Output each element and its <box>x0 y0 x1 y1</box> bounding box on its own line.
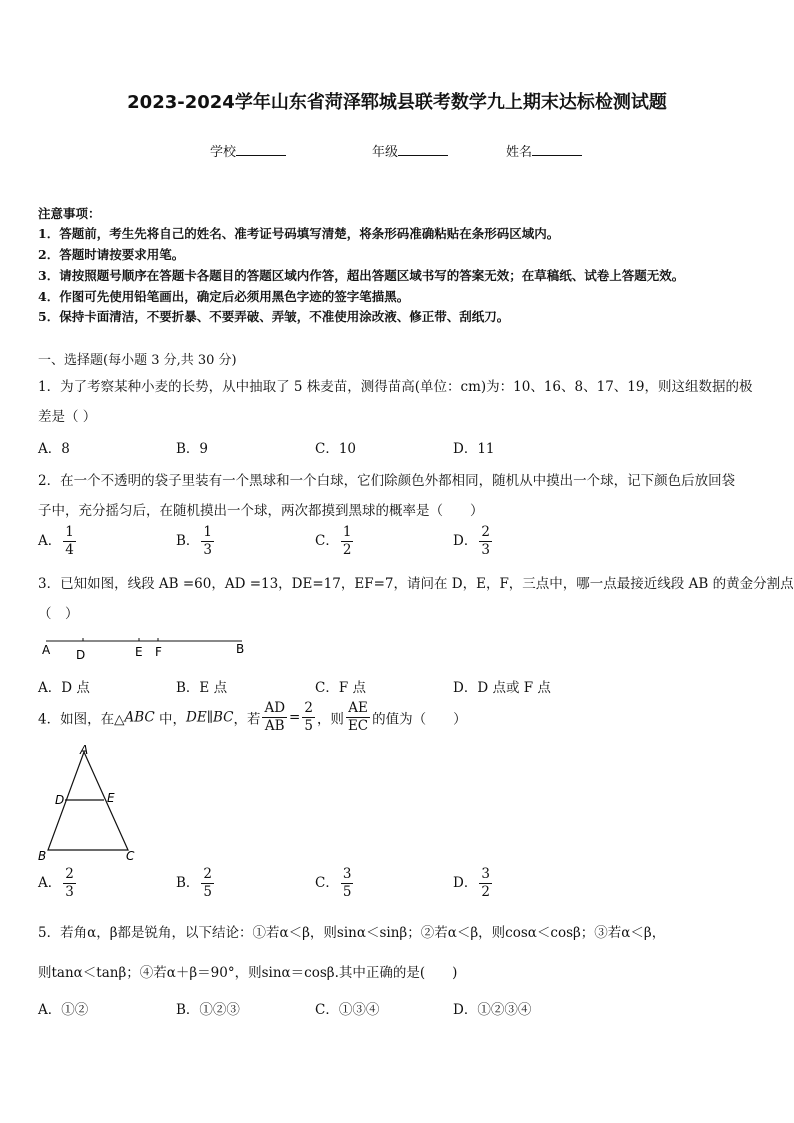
notice-item: 5．保持卡面清洁，不要折暴、不要弄破、弄皱，不准使用涂改液、修正带、刮纸刀。 <box>38 309 510 324</box>
q5-option-c[interactable]: C．①③④ <box>315 1002 380 1018</box>
point-e-label: E <box>135 645 143 659</box>
school-label: 学校 <box>210 145 237 160</box>
notice-item: 1．答题前，考生先将自己的姓名、准考证号码填写清楚，将条形码准确粘贴在条形码区域内。 <box>38 226 560 241</box>
q4-stem: 4．如图，在△ABC 中，DE∥BC，若 $\frac{AD}{AB}$ = $\frac{2}{5}$ ，则 $\frac{AE}{EC}$ 的值为（ ） <box>38 700 467 734</box>
q5-option-a[interactable]: A．①② <box>38 1002 89 1018</box>
q5-stem-line2: 则tanα＜tanβ；④若α＋β＝90°，则sinα＝cosβ.其中正确的是( ) <box>38 965 458 981</box>
grade-label: 年级 <box>372 145 399 160</box>
point-a-label: A <box>42 643 51 657</box>
vertex-d-label: D <box>55 793 65 807</box>
school-blank[interactable] <box>236 143 286 156</box>
vertex-b-label: B <box>38 849 47 863</box>
q2-option-b[interactable] <box>176 524 216 559</box>
notice-item: 4．作图可先使用铅笔画出，确定后必须用黑色字迹的签字笔描黑。 <box>38 289 410 304</box>
notice-item: 3．请按照题号顺序在答题卡各题目的答题区域内作答，超出答题区域书写的答案无效；在草稿纸、试卷上答题无效。 <box>38 268 685 283</box>
vertex-e-label: E <box>107 791 115 805</box>
q2-option-d[interactable] <box>453 524 494 559</box>
q1-stem-line2: 差是（ ） <box>38 409 97 425</box>
school-field[interactable] <box>210 141 286 160</box>
q3-stem-line2: （ ） <box>38 606 79 622</box>
grade-blank[interactable] <box>398 143 448 156</box>
q1-stem-line1: 1．为了考察某种小麦的长势，从中抽取了 5 株麦苗，测得苗高(单位：cm)为：10、16、8、17、19，则这组数据的极 <box>38 379 753 395</box>
notice-item: 2．答题时请按要求用笔。 <box>38 247 185 262</box>
fraction: $\frac{1}{2}$ <box>342 524 352 558</box>
option-label: A． <box>38 875 62 891</box>
notice-heading: 注意事项： <box>38 206 101 221</box>
grade-field[interactable] <box>372 141 448 160</box>
q1-option-a[interactable]: A．8 <box>38 441 70 457</box>
point-d-label: D <box>76 648 86 662</box>
fraction: $\frac{1}{4}$ <box>65 524 74 558</box>
option-label: D． <box>453 875 478 891</box>
q4-triangle-figure <box>34 742 144 866</box>
q5-stem-line1: 5．若角α，β都是锐角，以下结论：①若α＜β，则sinα＜sinβ；②若α＜β，则cosα＜cosβ；③若α＜β， <box>38 925 666 941</box>
fraction: $\frac{3}{5}$ <box>342 866 352 900</box>
q3-option-c[interactable]: C．F 点 <box>315 680 366 696</box>
q3-line-figure <box>36 630 251 664</box>
point-b-label: B <box>236 642 245 656</box>
q3-option-b[interactable]: B．E 点 <box>176 680 228 696</box>
fraction: $\frac{2}{5}$ <box>304 700 313 734</box>
fraction: $\frac{AE}{EC}$ <box>347 700 369 734</box>
section-heading: 一、选择题(每小题 3 分,共 30 分) <box>38 353 237 368</box>
q1-option-b[interactable]: B．9 <box>176 441 209 457</box>
fraction: $\frac{2}{3}$ <box>481 524 490 558</box>
vertex-a-label: A <box>80 743 89 757</box>
q3-stem-line1: 3．已知如图，线段 AB =60，AD =13，DE=17，EF=7，请问在 D，E，F，三点中，哪一点最接近线段 AB 的黄金分割点 <box>38 576 794 592</box>
page-title: 2023-2024学年山东省菏泽郓城县联考数学九上期末达标检测试题 <box>127 92 667 113</box>
q4-option-c[interactable] <box>315 866 355 901</box>
option-label: B． <box>176 533 200 549</box>
q4-option-a[interactable] <box>38 866 78 901</box>
name-label: 姓名 <box>506 145 533 160</box>
q3-option-a[interactable]: A．D 点 <box>38 680 90 696</box>
option-label: C． <box>315 875 339 891</box>
q5-option-b[interactable]: B．①②③ <box>176 1002 240 1018</box>
q5-option-d[interactable]: D．①②③④ <box>453 1002 532 1018</box>
option-label: A． <box>38 533 62 549</box>
option-label: C． <box>315 533 339 549</box>
point-f-label: F <box>155 645 162 659</box>
q2-option-a[interactable] <box>38 524 78 559</box>
q3-option-d[interactable]: D．D 点或 F 点 <box>453 680 551 696</box>
vertex-c-label: C <box>126 849 135 863</box>
option-label: B． <box>176 875 200 891</box>
fraction: $\frac{3}{2}$ <box>481 866 490 900</box>
fraction: $\frac{1}{3}$ <box>203 524 213 558</box>
q4-option-d[interactable] <box>453 866 494 901</box>
name-blank[interactable] <box>532 143 582 156</box>
name-field[interactable] <box>506 141 582 160</box>
q2-stem-line2: 子中，充分摇匀后，在随机摸出一个球，两次都摸到黑球的概率是（ ） <box>38 503 484 519</box>
fraction: $\frac{AD}{AB}$ <box>264 700 286 734</box>
q2-stem-line1: 2．在一个不透明的袋子里装有一个黑球和一个白球，它们除颜色外都相同，随机从中摸出一个球，记下颜色后放回袋 <box>38 473 736 489</box>
option-label: D． <box>453 533 478 549</box>
q4-option-b[interactable] <box>176 866 216 901</box>
q1-option-c[interactable]: C．10 <box>315 441 357 457</box>
q2-option-c[interactable] <box>315 524 355 559</box>
fraction: $\frac{2}{3}$ <box>65 866 74 900</box>
fraction: $\frac{2}{5}$ <box>203 866 213 900</box>
q1-option-d[interactable]: D．11 <box>453 441 495 457</box>
